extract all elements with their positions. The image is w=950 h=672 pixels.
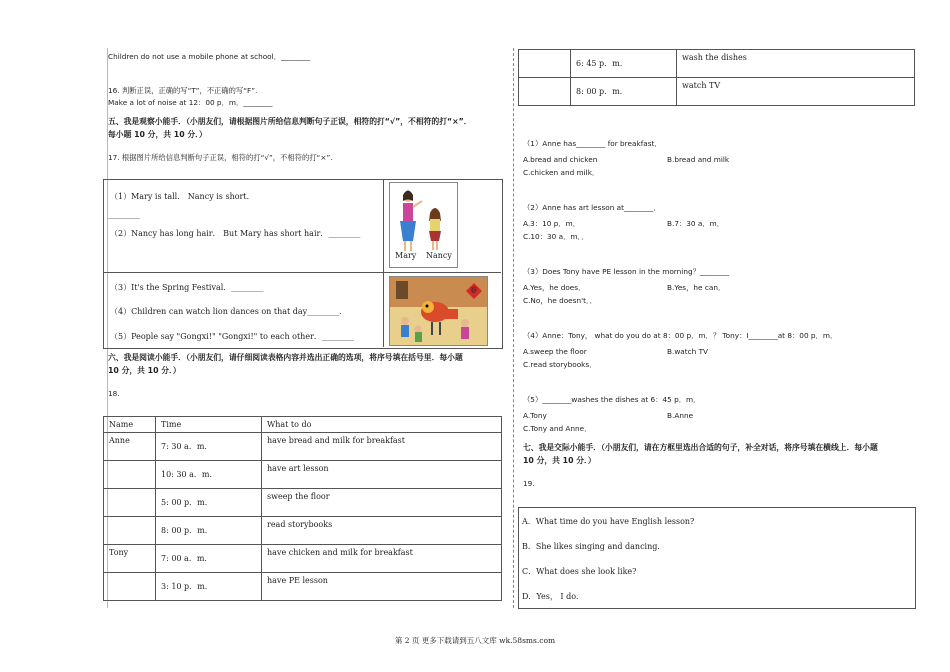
q17-item-1-blank: ________ <box>108 210 140 219</box>
option-a: A．What time do you have English lesson? <box>522 517 695 526</box>
header-time: Time <box>156 417 262 433</box>
spring-sign: 春 <box>470 286 477 294</box>
section7-title-cont: 10 分，共 10 分．） <box>523 456 596 465</box>
section7-title: 七、我是交际小能手．（小朋友们，请在方框里选出合适的句子，补全对话，将序号填在横线上．每小题 <box>523 443 878 452</box>
section6-title-cont: 10 分，共 10 分．） <box>108 366 181 375</box>
q3-option-b: B.Yes，he can． <box>667 283 726 292</box>
q17-item-4: （4）Children can watch lion dances on that day________． <box>110 307 348 316</box>
question-5: （5）________washes the dishes at 6：45 p．m． <box>523 395 701 404</box>
question-4: （4）Anne：Tony， what do you do at 8：00 p．m．？ Tony：I________at 8：00 p．m． <box>523 331 838 340</box>
q5-option-a: A.Tony <box>523 411 547 420</box>
question-2: （2）Anne has art lesson at________． <box>523 203 661 212</box>
table-row <box>104 489 502 517</box>
q4-option-a: A.sweep the floor <box>523 347 587 356</box>
q17-item-2: （2）Nancy has long hair． But Mary has short hair．________ <box>110 229 361 238</box>
spring-festival-picture <box>389 276 488 346</box>
option-d: D．Yes， I do． <box>522 592 585 601</box>
table-row <box>104 573 502 601</box>
table-row <box>104 433 502 461</box>
section5-title-cont: 每小题 10 分，共 10 分．） <box>108 130 207 139</box>
table-cell-name: Anne <box>104 433 156 461</box>
question-1: （1）Anne has________ for breakfast． <box>523 139 662 148</box>
table-cell-name <box>104 573 156 601</box>
table-header-row <box>104 417 502 433</box>
q3-option-a: A.Yes，he does． <box>523 283 586 292</box>
q1-option-a: A.bread and chicken <box>523 155 598 164</box>
q4-option-b: B.watch TV <box>667 347 709 356</box>
table-row <box>519 50 915 78</box>
q5-option-c: C.Tony and Anne． <box>523 424 592 433</box>
table-cell-name <box>104 517 156 545</box>
section6-title: 六、我是阅读小能手．（小朋友们，请仔细阅读表格内容并选出正确的选项，将序号填在括号里．每小题 <box>108 353 463 362</box>
table-cell-activity: have bread and milk for breakfast <box>262 433 502 461</box>
nancy-label: Nancy <box>426 251 452 260</box>
table-cell-name <box>104 461 156 489</box>
option-b: B．She likes singing and dancing． <box>522 542 666 551</box>
q1-option-b: B.bread and milk <box>667 155 730 164</box>
table-cell-activity: have art lesson <box>262 461 502 489</box>
table-cell-activity: wash the dishes <box>677 50 915 78</box>
question-3: （3）Does Tony have PE lesson in the morning？________ <box>523 267 730 276</box>
q3-option-c: C.No，he doesn't．． <box>523 296 597 305</box>
table-cell-activity: watch TV <box>677 78 915 106</box>
table-cell-time: 8: 00 p．m． <box>156 517 262 545</box>
q1-option-c: C.chicken and milk． <box>523 168 600 177</box>
table-cell-time: 8: 00 p．m． <box>571 78 677 106</box>
q2-option-c: C.10：30 a．m．． <box>523 232 589 241</box>
table-cell-activity: have PE lesson <box>262 573 502 601</box>
table-cell-activity: read storybooks <box>262 517 502 545</box>
table-cell-time: 7: 30 a．m． <box>156 433 262 461</box>
q2-option-a: A.3：10 p．m． <box>523 219 581 228</box>
q19-label: 19. <box>523 479 535 488</box>
table-cell-time: 10: 30 a．m． <box>156 461 262 489</box>
page-footer: 第 2 页 更多下载请到五八文库 wk.58sms.com <box>394 636 556 645</box>
q17-title: 17. 根据图片所给信息判断句子正误，相符的打“√”，不相符的打“×”. <box>108 153 333 162</box>
column-divider <box>513 48 514 608</box>
header-what: What to do <box>262 417 502 433</box>
option-c: C．What does she look like? <box>522 567 637 576</box>
q17-item-5: （5）People say "Gongxi!" "Gongxi!" to each other．________ <box>110 332 354 341</box>
table-cell-name <box>519 78 571 106</box>
q16-title: 16. 判断正误，正确的写“T”，不正确的写“F”. <box>108 86 258 95</box>
table-cell-time: 3: 10 p．m． <box>156 573 262 601</box>
table-cell-time: 5: 00 p．m． <box>156 489 262 517</box>
q5-option-b: B.Anne <box>667 411 694 420</box>
q4-option-c: C.read storybooks． <box>523 360 597 369</box>
header-name: Name <box>104 417 156 433</box>
table-cell-time: 7: 00 a．m． <box>156 545 262 573</box>
table-cell-name <box>519 50 571 78</box>
table-cell-activity: have chicken and milk for breakfast <box>262 545 502 573</box>
q16-sentence: Make a lot of noise at 12：00 p．m．________ <box>108 98 273 107</box>
q17-box-vline <box>383 179 384 347</box>
phone-sentence: Children do not use a mobile phone at school．________ <box>108 52 311 61</box>
section5-title: 五、我是观察小能手．（小朋友们，请根据图片所给信息判断句子正误，相符的打“√”，不相符的打“×”． <box>108 117 472 126</box>
table-row <box>519 78 915 106</box>
mary-label: Mary <box>395 251 417 260</box>
table-cell-name: Tony <box>104 545 156 573</box>
q17-item-3: （3）It's the Spring Festival．________ <box>110 283 264 292</box>
q18-label: 18. <box>108 389 120 398</box>
table-row <box>104 517 502 545</box>
schedule-table-left <box>103 416 502 601</box>
q17-box-separator <box>103 272 501 273</box>
q17-item-1: （1）Mary is tall． Nancy is short． <box>110 192 255 201</box>
mary-nancy-picture <box>389 182 458 268</box>
table-cell-time: 6: 45 p．m． <box>571 50 677 78</box>
schedule-table-right <box>518 49 915 106</box>
table-row <box>104 545 502 573</box>
table-cell-activity: sweep the floor <box>262 489 502 517</box>
table-row <box>104 461 502 489</box>
q2-option-b: B.7：30 a．m． <box>667 219 725 228</box>
table-cell-name <box>104 489 156 517</box>
